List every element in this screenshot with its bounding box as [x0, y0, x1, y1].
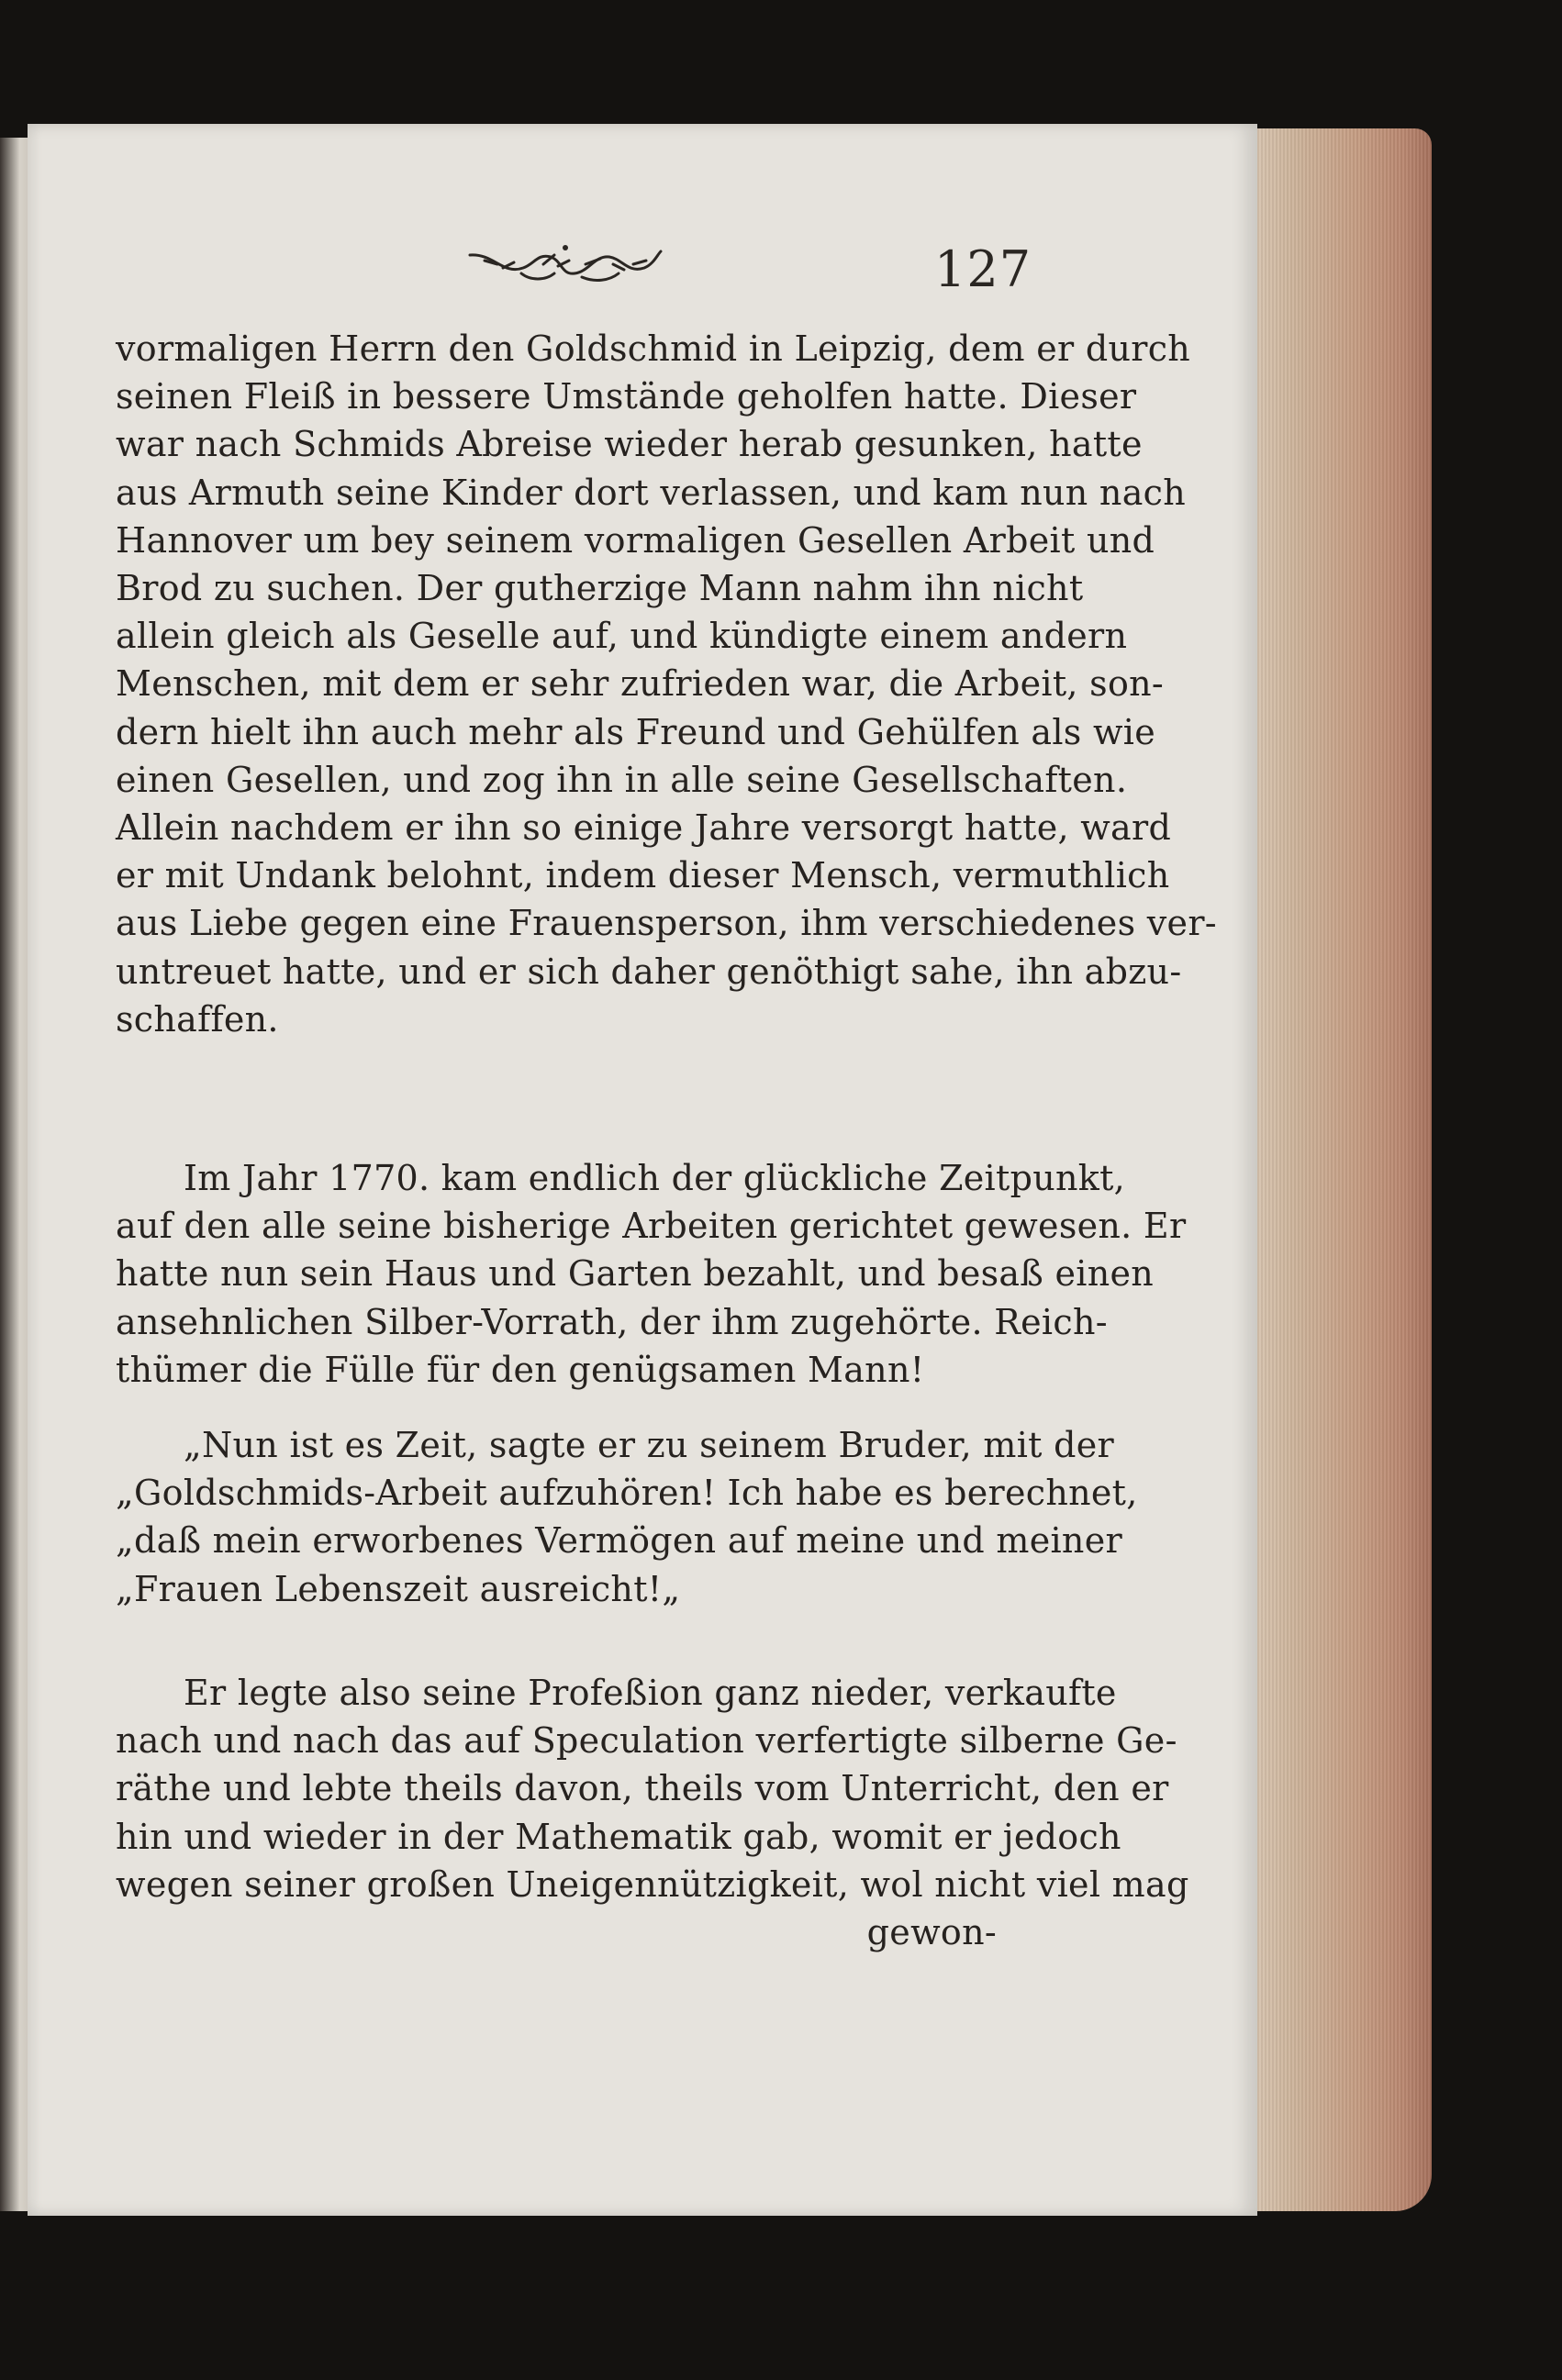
- text-line: Menschen, mit dem er sehr zufrieden war, die Arbeit, son-: [116, 663, 1165, 705]
- text-line: aus Armuth seine Kinder dort verlassen, und kam nun nach: [116, 472, 1187, 513]
- text-line: allein gleich als Geselle auf, und kündigte einem andern: [116, 616, 1128, 657]
- text-line: war nach Schmids Abreise wieder herab gesunken, hatte: [116, 424, 1143, 465]
- text-line: dern hielt ihn auch mehr als Freund und Gehülfen als wie: [116, 711, 1156, 752]
- text-line: einen Gesellen, und zog ihn in alle seine Gesellschaften.: [116, 759, 1128, 800]
- decorative-vignette-icon: [466, 237, 664, 292]
- text-line: räthe und lebte theils davon, theils vom Unterricht, den er: [116, 1768, 1169, 1809]
- text-line: Im Jahr 1770. kam endlich der glückliche Zeitpunkt,: [184, 1158, 1126, 1198]
- text-line: Hannover um bey seinem vormaligen Gesellen Arbeit und: [116, 519, 1155, 561]
- text-line: Brod zu suchen. Der gutherzige Mann nahm ihn nicht: [116, 568, 1084, 608]
- text-line: nach und nach das auf Speculation verfertigte silberne Ge-: [116, 1720, 1177, 1762]
- text-line: ansehnlichen Silber-Vorrath, der ihm zugehörte. Reich-: [116, 1301, 1108, 1342]
- text-line: wegen seiner großen Uneigennützigkeit, wol nicht viel mag: [116, 1863, 1189, 1905]
- text-line: Er legte also seine Profeßion ganz nieder, verkaufte: [184, 1673, 1117, 1713]
- text-line: Allein nachdem er ihn so einige Jahre versorgt hatte, ward: [116, 807, 1172, 848]
- text-line: „Goldschmids-Arbeit aufzuhören! Ich habe es berechnet,: [116, 1473, 1138, 1514]
- text-line: „Frauen Lebenszeit ausreicht!„: [116, 1568, 681, 1609]
- text-line: seinen Fleiß in bessere Umstände geholfen hatte. Dieser: [116, 376, 1137, 417]
- text-line: hin und wieder in der Mathematik gab, womit er jedoch: [116, 1816, 1121, 1857]
- text-line: thümer die Fülle für den genügsamen Mann!: [116, 1349, 925, 1390]
- text-line: schaffen.: [116, 998, 279, 1040]
- text-line: er mit Undank belohnt, indem dieser Mensch, vermuthlich: [116, 855, 1170, 896]
- page-number: 127: [934, 240, 1032, 298]
- text-line: untreuet hatte, und er sich daher genöthigt sahe, ihn abzu-: [116, 951, 1182, 992]
- text-line: „Nun ist es Zeit, sagte er zu seinem Bruder, mit der: [184, 1425, 1114, 1465]
- text-line: „daß mein erworbenes Vermögen auf meine und meiner: [116, 1520, 1122, 1562]
- book-page-block-edge: [1248, 128, 1432, 2211]
- text-line: aus Liebe gegen eine Frauensperson, ihm verschiedenes ver-: [116, 903, 1217, 944]
- text-line: hatte nun sein Haus und Garten bezahlt, und besaß einen: [116, 1253, 1155, 1295]
- catchword: gewon-: [866, 1912, 997, 1952]
- text-line: vormaligen Herrn den Goldschmid in Leipzig, dem er durch: [116, 328, 1191, 369]
- text-line: auf den alle seine bisherige Arbeiten gerichtet gewesen. Er: [116, 1206, 1187, 1247]
